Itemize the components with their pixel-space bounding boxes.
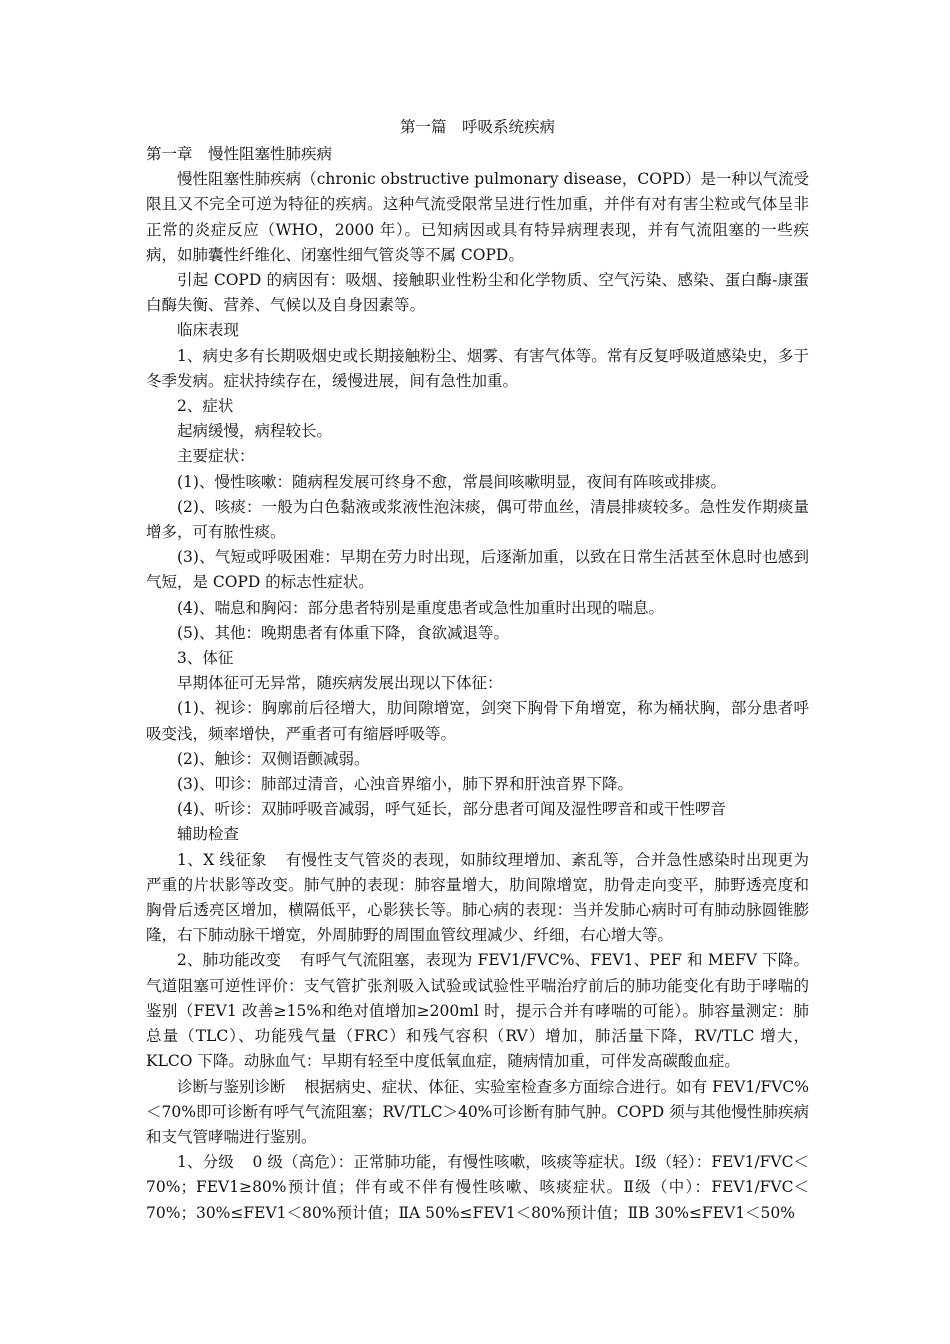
list-item-wheezing: (4)、喘息和胸闷：部分患者特别是重度患者或急性加重时出现的喘息。 (177, 598, 664, 617)
chapter-title: 第一章 慢性阻塞性肺疾病 (146, 145, 333, 163)
paragraph-history: 1、病史多有长期吸烟史或长期接触粉尘、烟雾、有害气体等。常有反复呼吸道感染史，多于冬季发病。症状持续存在，缓慢进展，间有急性加重。 (146, 346, 809, 390)
subheading-symptoms: 2、症状 (177, 397, 234, 416)
list-item-dyspnea: (3)、气短或呼吸困难：早期在劳力时出现，后逐渐加重，以致在日常生活甚至休息时也感到气短，是 COPD 的标志性症状。 (146, 548, 809, 592)
section-heading-auxiliary: 辅助检查 (177, 825, 240, 844)
list-item-cough: (1)、慢性咳嗽：随病程发展可终身不愈，常晨间咳嗽明显，夜间有阵咳或排痰。 (177, 472, 726, 491)
paragraph-xray: 1、X 线征象 有慢性支气管炎的表现，如肺纹理增加、紊乱等，合并急性感染时出现更为严重的片状影等改变。肺气肿的表现：肺容量增大，肋间隙增宽，肋骨走向变平，肺野透亮度和胸骨后透亮区增加，横隔低平，心影狭长等。肺心病的表现：当并发肺心病时可有肺动脉圆锥膨隆，右下肺动脉干增宽，外周肺野的周围血管纹理减少、纤细，右心增大等。 (146, 850, 809, 945)
part-title: 第一篇 呼吸系统疾病 (399, 118, 555, 136)
paragraph-grading: 1、分级 0 级（高危）：正常肺功能，有慢性咳嗽，咳痰等症状。Ⅰ级（轻）：FEV1/FVC＜70%；FEV1≥80%预计值；伴有或不伴有慢性咳嗽、咳痰症状。Ⅱ级（中）：FEV1/FVC＜70%；30%≤FEV1＜80%预计值；ⅡA 50%≤FEV1＜80%预计值；ⅡB 30%≤FEV1＜50% (146, 1153, 809, 1222)
document-page (146, 112, 809, 1226)
paragraph-onset: 起病缓慢，病程较长。 (177, 422, 333, 441)
paragraph-lead: 1、X 线征象 (177, 850, 268, 869)
paragraph-lung-function: 2、肺功能改变 有呼气气流阻塞，表现为 FEV1/FVC%、FEV1、PEF 和 MEFV 下降。气道阻塞可逆性评价：支气管扩张剂吸入试验或试验性平喘治疗前后的肺功能变化有助于哮喘的鉴别（FEV1 改善≥15%和绝对值增加≥200ml 时，提示合并有哮喘的可能）。肺容量测定：肺总量（TLC）、功能残气量（FRC）和残气容积（RV）增加，肺活量下降，RV/TLC 增大，KLCO 下降。动脉血气：早期有轻至中度低氧血症，随病情加重，可伴发高碳酸血症。 (146, 951, 809, 1071)
list-item-auscultation: (4)、听诊：双肺呼吸音减弱，呼气延长，部分患者可闻及湿性啰音和或干性啰音 (177, 800, 726, 819)
paragraph-lead: 1、分级 (177, 1153, 234, 1172)
paragraph-early-signs: 早期体征可无异常，随疾病发展出现以下体征： (177, 674, 503, 693)
section-heading-clinical: 临床表现 (177, 321, 240, 340)
list-item-sputum: (2)、咳痰：一般为白色黏液或浆液性泡沫痰，偶可带血丝，清晨排痰较多。急性发作期痰量增多，可有脓性痰。 (146, 497, 809, 542)
paragraph-main-symptoms: 主要症状： (177, 447, 255, 466)
list-item-palpation: (2)、触诊：双侧语颤减弱。 (177, 749, 370, 768)
paragraph-lead: 2、肺功能改变 (177, 951, 282, 970)
list-item-inspection: (1)、视诊：胸廓前后径增大，肋间隙增宽，剑突下胸骨下角增宽，称为桶状胸，部分患者呼吸变浅，频率增快，严重者可有缩唇呼吸等。 (146, 699, 809, 743)
list-item-other: (5)、其他：晚期患者有体重下降，食欲减退等。 (177, 623, 509, 642)
paragraph-diagnosis: 诊断与鉴别诊断 根据病史、症状、体征、实验室检查多方面综合进行。如有 FEV1/FVC%＜70%即可诊断有呼气气流阻塞；RV/TLC＞40%可诊断有肺气肿。COPD 须与其他慢性肺疾病和支气管哮喘进行鉴别。 (146, 1077, 809, 1146)
paragraph-etiology: 引起 COPD 的病因有：吸烟、接触职业性粉尘和化学物质、空气污染、感染、蛋白酶-康蛋白酶失衡、营养、气候以及自身因素等。 (146, 271, 809, 315)
subheading-signs: 3、体征 (177, 649, 234, 668)
list-item-percussion: (3)、叩诊：肺部过清音，心浊音界缩小，肺下界和肝浊音界下降。 (177, 775, 633, 794)
paragraph-lead: 诊断与鉴别诊断 (177, 1077, 286, 1096)
paragraph-definition: 慢性阻塞性肺疾病（chronic obstructive pulmonary disease，COPD）是一种以气流受限且又不完全可逆为特征的疾病。这种气流受限常呈进行性加重，并伴有对有害尘粒或气体呈非正常的炎症反应（WHO，2000 年）。已知病因或具有特异病理表现，并有气流阻塞的一些疾病，如肺囊性纤维化、闭塞性细气管炎等不属 COPD。 (146, 170, 809, 264)
